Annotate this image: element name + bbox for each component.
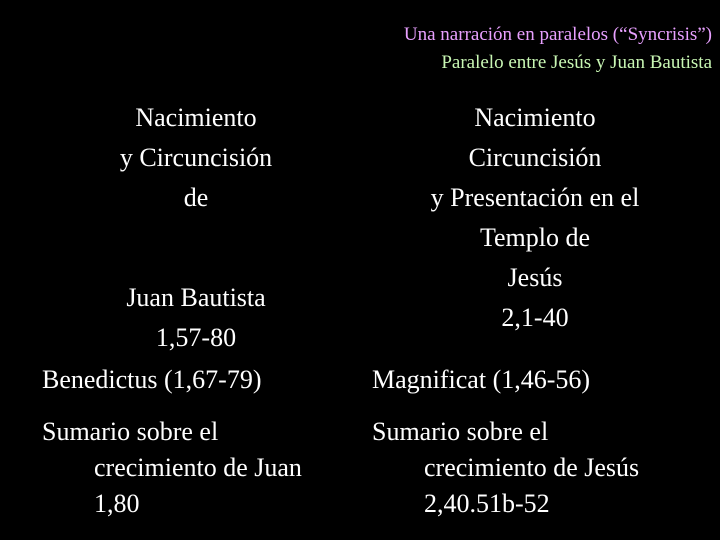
left-heading-line: 1,57-80: [155, 323, 237, 352]
left-heading-line: y Circuncisión: [119, 143, 273, 172]
right-hymn: Magnificat (1,46-56): [372, 365, 591, 394]
right-heading-line: Templo de: [479, 223, 591, 252]
right-heading-line: Nacimiento: [474, 103, 596, 132]
left-summary-line: Sumario sobre el: [42, 417, 219, 446]
right-column-heading: [390, 98, 680, 338]
slide-subtitle-syncrisis: Una narración en paralelos (“Syncrisis”): [403, 24, 712, 45]
left-heading-line: de: [183, 183, 209, 212]
left-heading-line: Nacimiento: [135, 103, 257, 132]
left-heading-spacer: [56, 218, 336, 278]
right-summary-line: 2,40.51b-52: [424, 489, 550, 518]
right-heading-line: 2,1-40: [501, 303, 569, 332]
right-summary: [372, 414, 639, 522]
right-heading-line: y Presentación en el: [430, 183, 640, 212]
left-heading-line: Juan Bautista: [126, 283, 266, 312]
slide-subtitle-parallel: Paralelo entre Jesús y Juan Bautista: [441, 52, 712, 73]
left-column-heading: [56, 98, 336, 358]
left-summary-line: crecimiento de Juan: [94, 453, 302, 482]
right-heading-line: Jesús: [507, 263, 563, 292]
right-summary-line: Sumario sobre el: [372, 417, 549, 446]
left-summary: [42, 414, 302, 522]
right-summary-line: crecimiento de Jesús: [424, 453, 640, 482]
left-summary-line: 1,80: [94, 489, 140, 518]
right-heading-line: Circuncisión: [468, 143, 602, 172]
left-hymn: Benedictus (1,67-79): [42, 365, 262, 394]
